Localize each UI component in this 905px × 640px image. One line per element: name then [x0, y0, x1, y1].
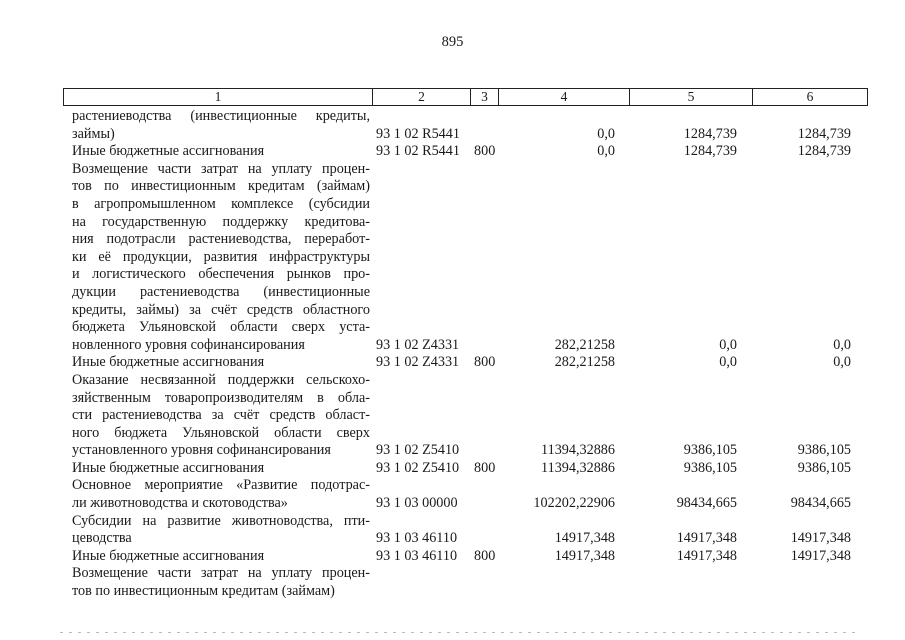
row-name-line: на государственную поддержку кредитова-	[72, 213, 370, 230]
row-value-col5: 98434,665	[676, 495, 737, 512]
column-header-2: 2	[373, 89, 471, 106]
row-value-col4: 11394,32886	[541, 442, 615, 459]
row-code: 93 1 02 Z4331	[376, 354, 460, 371]
row-expense-type: 800	[474, 354, 496, 371]
row-name-line: Иные бюджетные ассигнования	[72, 547, 265, 564]
row-value-col4: 282,21258	[554, 336, 615, 353]
row-name-line: займы)	[72, 125, 115, 142]
row-name-line: установленного уровня софинансирования	[72, 442, 331, 459]
row-name	[72, 477, 370, 512]
row-name-line: в агропромышленном комплексе (субсидии	[72, 195, 370, 212]
column-header-5: 5	[630, 89, 753, 106]
row-expense-type: 800	[474, 143, 496, 160]
row-value-col6: 1284,739	[797, 143, 851, 160]
row-code: 93 1 02 Z4331	[376, 336, 460, 353]
budget-rows	[0, 108, 905, 601]
column-header-6: 6	[753, 89, 868, 106]
row-value-col4: 11394,32886	[541, 459, 615, 476]
table-row	[0, 513, 905, 548]
row-value-col4: 14917,348	[554, 547, 615, 564]
row-code: 93 1 03 00000	[376, 495, 458, 512]
column-header-1: 1	[64, 89, 373, 106]
row-name-line: и логистического обеспечения рынков про-	[72, 266, 370, 283]
row-name	[72, 565, 370, 600]
table-row	[0, 477, 905, 512]
row-name-line: тов по инвестиционным кредитам (займам)	[72, 178, 370, 195]
row-name-line: зяйственным товаропроизводителям в обла-	[72, 389, 370, 406]
row-value-col4: 14917,348	[554, 530, 615, 547]
row-value-col4: 0,0	[597, 125, 615, 142]
table-row	[0, 372, 905, 460]
row-name-line: ки её продукции, развития инфраструктуры	[72, 248, 370, 265]
row-name-line: Субсидии на развитие животноводства, пти-	[72, 512, 370, 529]
row-value-col5: 9386,105	[683, 442, 737, 459]
row-name	[72, 161, 370, 355]
row-name-line: Возмещение части затрат на уплату процен-	[72, 160, 370, 177]
row-expense-type: 800	[474, 547, 496, 564]
column-header-table	[63, 88, 868, 106]
row-value-col4: 282,21258	[554, 354, 615, 371]
row-value-col6: 1284,739	[797, 125, 851, 142]
row-name	[72, 372, 370, 460]
row-expense-type: 800	[474, 459, 496, 476]
row-name-line: ли животноводства и скотоводства»	[72, 495, 288, 512]
row-code: 93 1 03 46110	[376, 530, 458, 547]
row-name	[72, 460, 370, 478]
table-row	[0, 548, 905, 566]
row-code: 93 1 02 R5441	[376, 143, 460, 160]
row-code: 93 1 02 Z5410	[376, 442, 460, 459]
row-name-line: бюджета Ульяновской области сверх уста-	[72, 319, 370, 336]
row-name-line: ного бюджета Ульяновской области сверх	[72, 424, 370, 441]
row-value-col5: 0,0	[719, 354, 737, 371]
row-value-col4: 102202,22906	[533, 495, 615, 512]
row-name-line: дукции растениеводства (инвестиционные	[72, 283, 370, 300]
table-row	[0, 565, 905, 600]
row-name-line: Основное мероприятие «Развитие подотрас-	[72, 477, 370, 494]
row-value-col6: 98434,665	[790, 495, 851, 512]
row-name-line: сти растениеводства за счёт средств област-	[72, 407, 370, 424]
row-name	[72, 108, 370, 143]
row-name-line: Иные бюджетные ассигнования	[72, 143, 265, 160]
row-name-line: новленного уровня софинансирования	[72, 336, 305, 353]
page-number: 895	[441, 34, 464, 50]
row-value-col6: 9386,105	[797, 459, 851, 476]
row-code: 93 1 02 R5441	[376, 125, 460, 142]
column-header-4: 4	[499, 89, 630, 106]
row-value-col5: 14917,348	[676, 530, 737, 547]
row-value-col6: 9386,105	[797, 442, 851, 459]
row-value-col5: 1284,739	[683, 125, 737, 142]
row-value-col5: 0,0	[719, 336, 737, 353]
table-row	[0, 161, 905, 355]
row-name-line: растениеводства (инвестиционные кредиты,	[72, 108, 370, 124]
row-code: 93 1 03 46110	[376, 547, 458, 564]
row-value-col6: 14917,348	[790, 530, 851, 547]
table-row	[0, 108, 905, 143]
row-name-line: Иные бюджетные ассигнования	[72, 354, 265, 371]
row-value-col6: 14917,348	[790, 547, 851, 564]
column-header-3: 3	[471, 89, 499, 106]
row-name-line: кредиты, займы) за счёт средств областного	[72, 301, 370, 318]
row-name-line: цеводства	[72, 530, 132, 547]
table-row	[0, 143, 905, 161]
row-value-col5: 9386,105	[683, 459, 737, 476]
row-value-col6: 0,0	[833, 336, 851, 353]
row-value-col5: 14917,348	[676, 547, 737, 564]
row-value-col5: 1284,739	[683, 143, 737, 160]
row-name	[72, 548, 370, 566]
row-name-line: ния подотрасли растениеводства, переработ-	[72, 231, 370, 248]
row-name	[72, 513, 370, 548]
row-name-line: Иные бюджетные ассигнования	[72, 459, 265, 476]
row-value-col6: 0,0	[833, 354, 851, 371]
row-name-line: Оказание несвязанной поддержки сельскохо-	[72, 371, 370, 388]
row-name	[72, 354, 370, 372]
row-name-line: тов по инвестиционным кредитам (займам)	[72, 583, 335, 600]
table-row	[0, 460, 905, 478]
row-name	[72, 143, 370, 161]
scan-artifact-line	[60, 632, 860, 633]
row-value-col4: 0,0	[597, 143, 615, 160]
row-name-line: Возмещение части затрат на уплату процен-	[72, 565, 370, 582]
table-row	[0, 354, 905, 372]
row-code: 93 1 02 Z5410	[376, 459, 460, 476]
